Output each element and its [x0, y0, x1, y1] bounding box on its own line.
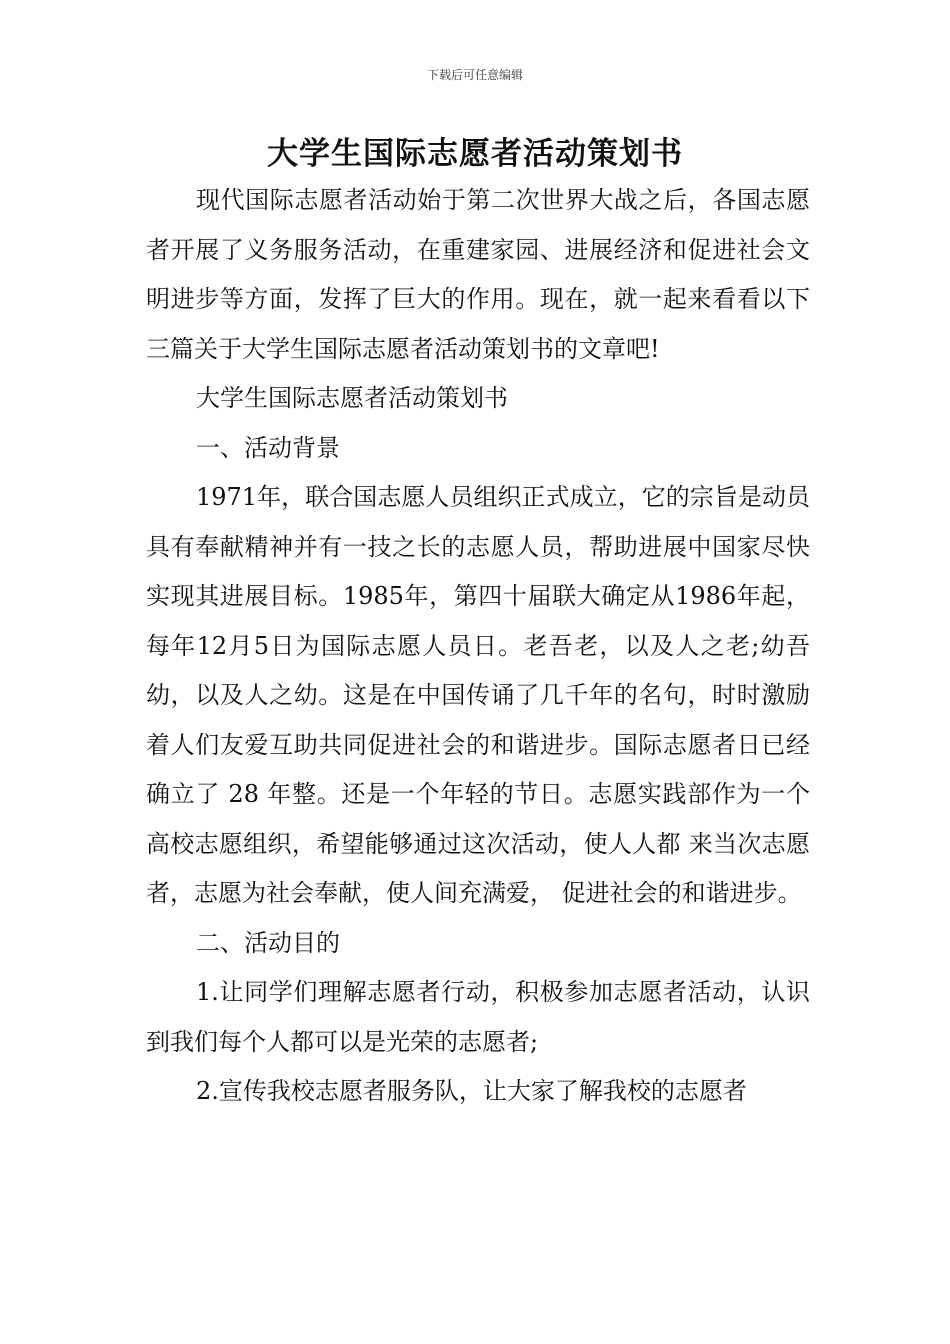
purpose-item-1: 1.让同学们理解志愿者行动，积极参加志愿者活动，认识到我们每个人都可以是光荣的志愿者;: [146, 978, 810, 1056]
document-title: 大学生国际志愿者活动策划书: [267, 136, 683, 172]
section-heading-purpose: 二、活动目的: [196, 928, 340, 957]
header-note: 下载后可任意编辑: [426, 68, 523, 82]
background-paragraph: 1971年，联合国志愿人员组织正式成立，它的宗旨是动员具有奉献精神并有一技之长的志愿人员，帮助进展中国家尽快实现其进展目标。1985年，第四十届联大确定从1986年起，每年12月5日为国际志愿人员日。老吾老，以及人之老;幼吾幼，以及人之幼。这是在中国传诵了几千年的名句，时时激励着人们友爱互助共同促进社会的和谐进步。国际志愿者日已经确立了 28 年整。还是一个年轻的节日。志愿实践部作为一个高校志愿组织，希望能够通过这次活动，使人人都 来当次志愿者，志愿为社会奉献，使人间充满爱， 促进社会的和谐进步。: [146, 483, 810, 907]
purpose-item-2: 2.宣传我校志愿者服务队，让大家了解我校的志愿者: [196, 1077, 747, 1105]
section-heading-background: 一、活动背景: [196, 433, 340, 462]
document-body: [146, 176, 810, 1117]
subtitle-paragraph: 大学生国际志愿者活动策划书: [196, 384, 508, 412]
intro-paragraph: 现代国际志愿者活动始于第二次世界大战之后，各国志愿者开展了义务服务活动，在重建家园、进展经济和促进社会文明进步等方面，发挥了巨大的作用。现在，就一起来看看以下三篇关于大学生国际志愿者活动策划书的文章吧!: [146, 186, 810, 363]
